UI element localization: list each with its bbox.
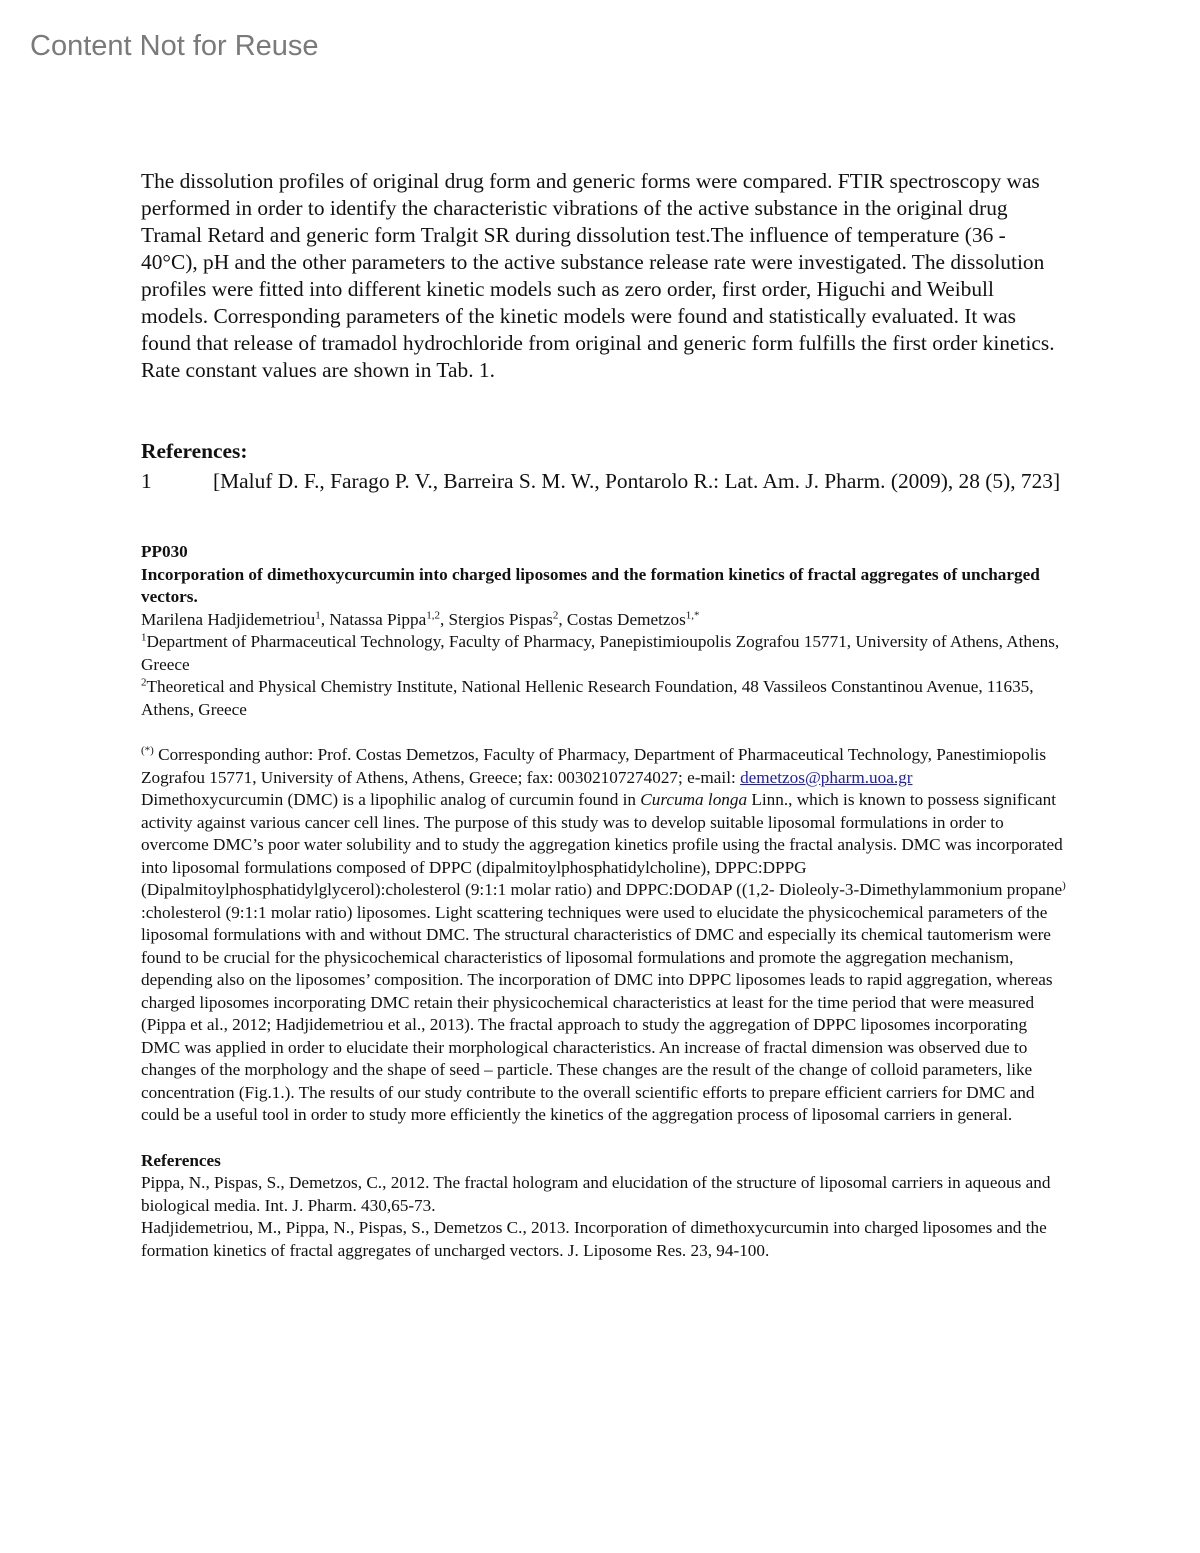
watermark-text: Content Not for Reuse: [30, 30, 319, 62]
affiliation: [141, 631, 1066, 676]
affiliation: [141, 676, 1066, 721]
reference-item: Hadjidemetriou, M., Pippa, N., Pispas, S., Demetzos C., 2013. Incorporation of dimethoxycurcumin into charged liposomes and the formation kinetics of fractal aggregates of uncharged vectors. J. Liposome Res. 23, 94-100.: [141, 1218, 1047, 1260]
author-affiliation-mark: 1,*: [685, 608, 700, 621]
reference-item: [141, 468, 1066, 495]
reference-text: [Maluf D. F., Farago P. V., Barreira S. M. W., Pontarolo R.: Lat. Am. J. Pharm. (2009), 28 (5), 723]: [213, 469, 1061, 493]
abstract-body: [141, 789, 1066, 1127]
affiliation-mark: 1: [141, 631, 147, 644]
body-superscript: ): [1062, 879, 1066, 892]
corresponding-text: Corresponding author: Prof. Costas Demetzos, Faculty of Pharmacy, Department of Pharmaceutical Technology, Panestimiopolis Zografou 15771, University of Athens, Athens, Greece; fax: 00302107274027; e-mail:: [141, 745, 1047, 787]
corresponding-mark: (*): [141, 744, 154, 757]
author-affiliation-mark: 1,2: [426, 608, 440, 621]
intro-section: [141, 168, 1066, 384]
author-name: Costas Demetzos: [566, 609, 686, 629]
author-name: Marilena Hadjidemetriou: [141, 609, 316, 629]
affiliation-mark: 2: [141, 676, 147, 689]
abstract-title: Incorporation of dimethoxycurcumin into charged liposomes and the formation kinetics of fractal aggregates of uncharged vectors.: [141, 564, 1040, 606]
reference-number: 1: [141, 469, 152, 493]
author-name: Natassa Pippa: [329, 609, 427, 629]
body-text: :cholesterol (9:1:1 molar ratio) liposomes. Light scattering techniques were used to elucidate the physicochemical parameters of the liposomal formulations with and without DMC. The structural characteristics of DMC and especially its chemical tautomerism were found to be crucial for the physicochemical characteristics of liposomal formulations and promote the aggregation mechanism, depending also on the liposomes’ composition. The incorporation of DMC into DPPC liposomes leads to rapid aggregation, whereas charged liposomes incorporating DMC retain their physicochemical characteristics at least for the time period that were measured (Pippa et al., 2012; Hadjidemetriou et al., 2013). The fractal approach to study the aggregation of DPPC liposomes incorporating DMC was applied in order to elucidate their morphological characteristics. An increase of fractal dimension was observed due to changes of the morphology and the shape of seed – particle. These changes are the result of the change of colloid parameters, like concentration (Fig.1.). The results of our study contribute to the overall scientific efforts to prepare efficient carriers for DMC and could be a useful tool in order to study more efficiently the kinetics of the aggregation process of liposomal carriers in general.: [141, 902, 1053, 1124]
author-affiliation-mark: 2: [552, 608, 559, 621]
author-affiliation-mark: 1: [315, 608, 321, 621]
references-heading: References: [141, 1150, 221, 1170]
reference-item: Pippa, N., Pispas, S., Demetzos, C., 2012. The fractal hologram and elucidation of the structure of liposomal carriers in aqueous and biological media. Int. J. Pharm. 430,65-73.: [141, 1173, 1051, 1215]
corresponding-author: [141, 744, 1066, 789]
body-text: Linn., which is known to possess significant activity against various cancer cell lines. The purpose of this study was to develop suitable liposomal formulations in order to overcome DMC’s poor water solubility and to study the aggregation kinetics profile using the fractal analysis. DMC was incorporated into liposomal formulations composed of DPPC (dipalmitoylphosphatidylcholine), DPPC:DPPG (Dipalmitoylphosphatidylglycerol):cholesterol (9:1:1 molar ratio) and DPPC:DODAP ((1,2- Dioleoly-3-Dimethylammonium propane: [141, 790, 1063, 899]
abstract-code: PP030: [141, 542, 188, 561]
body-text: Dimethoxycurcumin (DMC) is a lipophilic analog of curcumin found in: [141, 790, 641, 809]
author-name: Stergios Pispas: [448, 609, 553, 629]
affiliation-text: Department of Pharmaceutical Technology, Faculty of Pharmacy, Panepistimioupolis Zografou 15771, University of Athens, Athens, Greece: [141, 632, 1060, 674]
email-link[interactable]: demetzos@pharm.uoa.gr: [740, 767, 913, 787]
abstract-section: [141, 541, 1066, 1262]
intro-paragraph: The dissolution profiles of original drug form and generic forms were compared. FTIR spectroscopy was performed in order to identify the characteristic vibrations of the active substance in the original drug Tramal Retard and generic form Tralgit SR during dissolution test.The influence of temperature (36 - 40°C), pH and the other parameters to the active substance release rate were investigated. The dissolution profiles were fitted into different kinetic models such as zero order, first order, Higuchi and Weibull models. Corresponding parameters of the kinetic models were found and statistically evaluated. It was found that release of tramadol hydrochloride from original and generic form fulfills the first order kinetics. Rate constant values are shown in Tab. 1.: [141, 169, 1055, 382]
references-heading: References:: [141, 439, 248, 463]
author-list: Marilena Hadjidemetriou$^1$, Natassa Pippa$^{1,2}$, Stergios Pispas$^2$, Costas Demetzos$^{1,*}$: [141, 608, 700, 629]
affiliation-text: Theoretical and Physical Chemistry Institute, National Hellenic Research Foundation, 48 Vassileos Constantinou Avenue, 11635, Athens, Greece: [141, 677, 1034, 719]
species-name: Curcuma longa: [640, 790, 748, 809]
